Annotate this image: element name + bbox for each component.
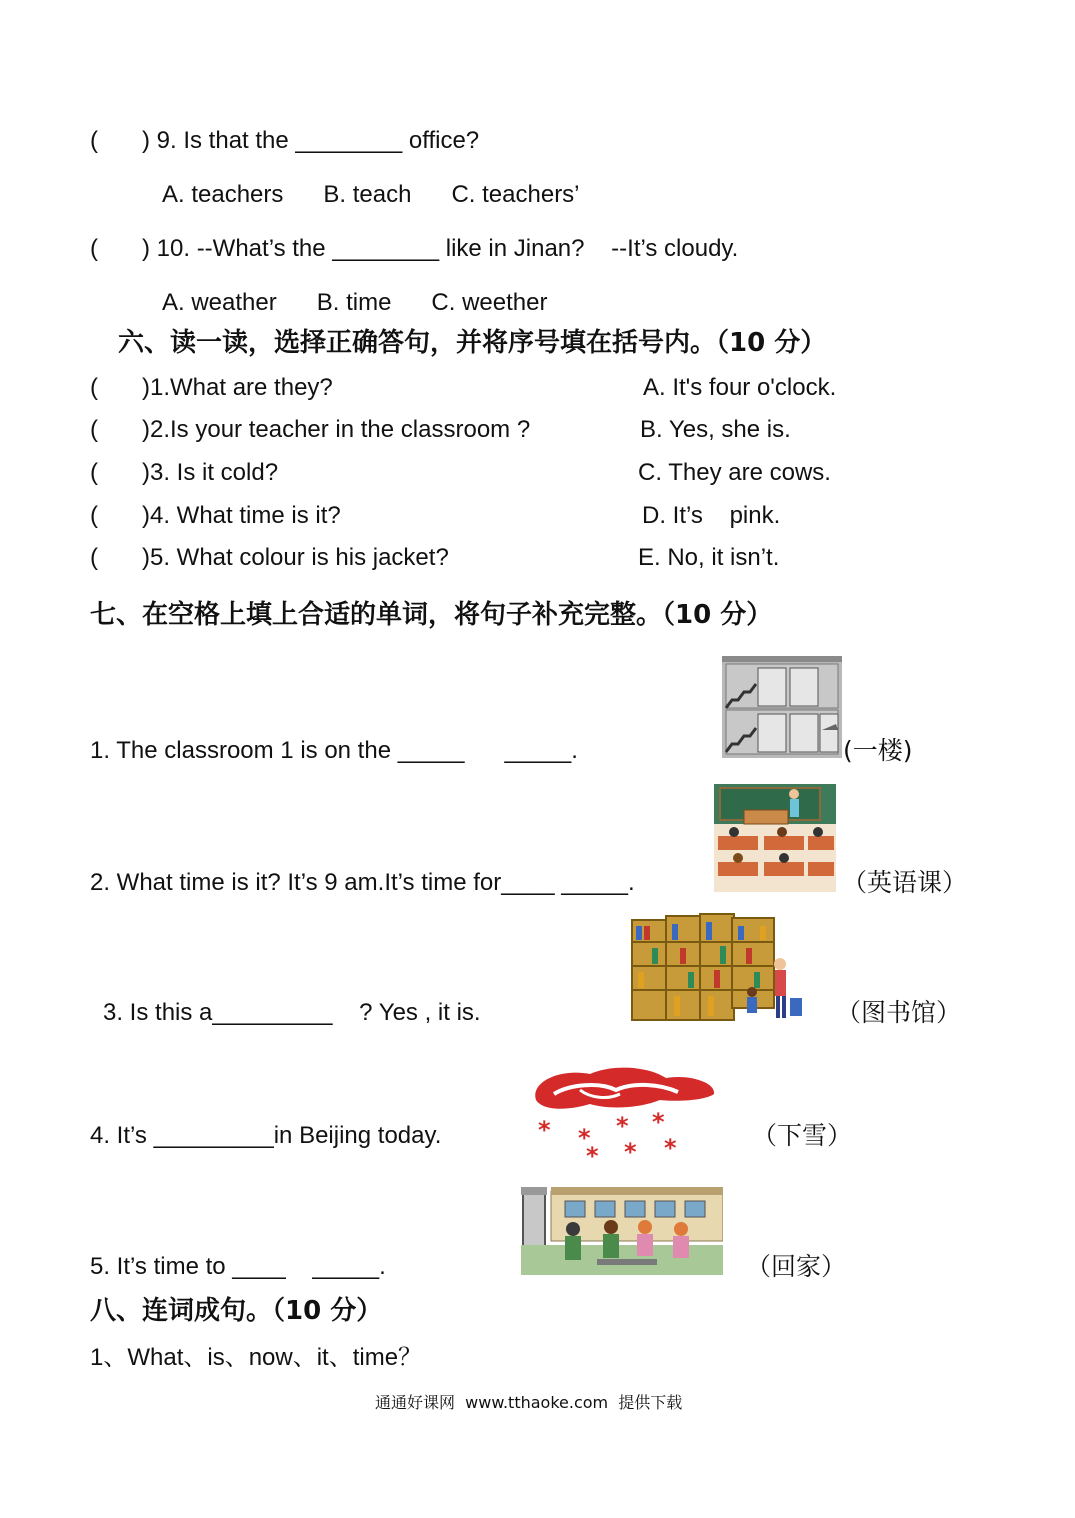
section8-title: 八、连词成句。（10 分） bbox=[90, 1296, 383, 1326]
english-class-icon bbox=[714, 784, 836, 892]
s7-item3-hint: （图书馆） bbox=[836, 998, 962, 1027]
s6-option-e: E. No, it isn’t. bbox=[638, 544, 780, 571]
section7-title: 七、在空格上填上合适的单词，将句子补充完整。（10 分） bbox=[90, 600, 773, 630]
s6-q3-paren[interactable]: ( bbox=[90, 459, 98, 486]
s7-item1-hint: (一楼) bbox=[843, 736, 913, 765]
s6-option-a: A. It's four o'clock. bbox=[643, 374, 837, 401]
s6-q4-question: )4. What time is it? bbox=[142, 502, 341, 529]
q10-options: A. weather B. time C. weether bbox=[162, 289, 548, 316]
s7-item5-sentence: 5. It’s time to ____ _____. bbox=[90, 1253, 386, 1280]
svg-text:*: * bbox=[616, 1112, 629, 1140]
go-home-icon bbox=[521, 1183, 723, 1275]
svg-text:*: * bbox=[578, 1124, 591, 1152]
s6-q2-paren[interactable]: ( bbox=[90, 416, 98, 443]
q9-answer-paren[interactable]: ( bbox=[90, 127, 98, 154]
svg-text:*: * bbox=[538, 1116, 551, 1144]
s7-item1-sentence: 1. The classroom 1 is on the _____ _____. bbox=[90, 737, 578, 764]
s6-q5-paren[interactable]: ( bbox=[90, 544, 98, 571]
q9-options: A. teachers B. teach C. teachers’ bbox=[162, 181, 580, 208]
svg-text:*: * bbox=[624, 1138, 637, 1166]
s6-option-c: C. They are cows. bbox=[638, 459, 831, 486]
section6-title: 六、读一读，选择正确答句，并将序号填在括号内。（10 分） bbox=[118, 328, 827, 358]
svg-text:*: * bbox=[652, 1108, 665, 1136]
svg-text:*: * bbox=[664, 1134, 677, 1162]
s6-q2-question: )2.Is your teacher in the classroom ? bbox=[142, 416, 531, 443]
page-footer: 通通好课网 www.tthaoke.com 提供下载 bbox=[375, 1393, 683, 1412]
s8-item1-words: 1、What、is、now、it、time？ bbox=[90, 1344, 423, 1371]
q10-stem: ) 10. --What’s the ________ like in Jinan? --It’s cloudy. bbox=[142, 235, 739, 262]
s7-item3-sentence: 3. Is this a_________ ? Yes , it is. bbox=[103, 999, 481, 1026]
s7-item4-sentence: 4. It’s _________in Beijing today. bbox=[90, 1122, 442, 1149]
s6-q1-paren[interactable]: ( bbox=[90, 374, 98, 401]
s6-q3-question: )3. Is it cold? bbox=[142, 459, 279, 486]
q9-stem: ) 9. Is that the ________ office? bbox=[142, 127, 480, 154]
s6-q4-paren[interactable]: ( bbox=[90, 502, 98, 529]
s6-option-b: B. Yes, she is. bbox=[640, 416, 791, 443]
snow-icon bbox=[520, 1060, 724, 1168]
s7-item2-hint: （英语课） bbox=[842, 868, 968, 897]
s6-q1-question: )1.What are they? bbox=[142, 374, 333, 401]
library-icon bbox=[630, 912, 804, 1024]
s7-item5-hint: （回家） bbox=[746, 1252, 847, 1281]
s7-item2-sentence: 2. What time is it? It’s 9 am.It’s time for____ _____. bbox=[90, 869, 635, 896]
q10-answer-paren[interactable]: ( bbox=[90, 235, 98, 262]
s7-item4-hint: （下雪） bbox=[752, 1121, 853, 1150]
school-floor-plan-icon bbox=[722, 656, 842, 758]
svg-text:*: * bbox=[586, 1142, 599, 1168]
s6-option-d: D. It’s pink. bbox=[642, 502, 781, 529]
s6-q5-question: )5. What colour is his jacket? bbox=[142, 544, 449, 571]
